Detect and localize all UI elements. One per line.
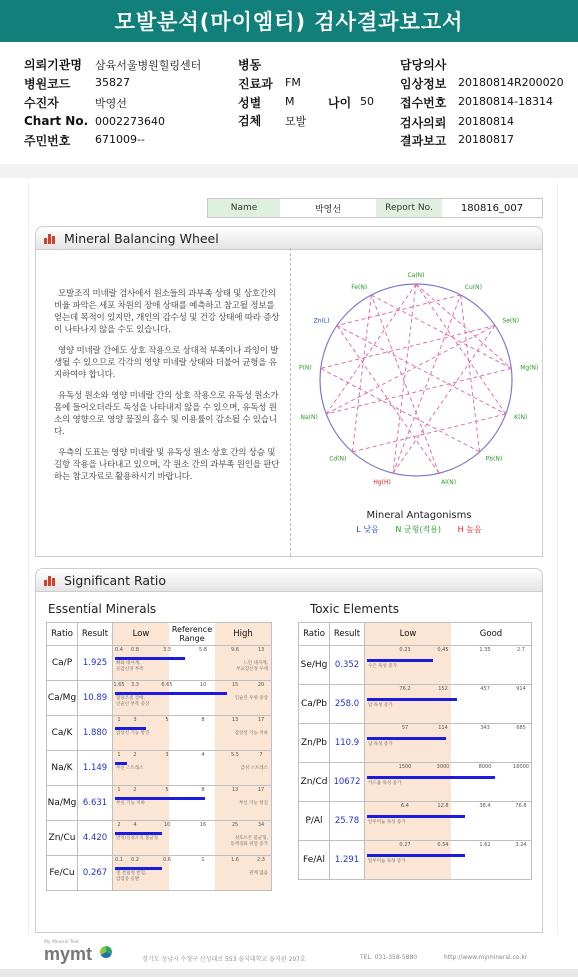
report-date-value: 20180817 [458, 133, 514, 146]
ratio-name: Na/K [47, 751, 78, 786]
tick-label: 13 [231, 787, 239, 793]
tick-label: 0.1 [115, 857, 123, 863]
footer-url[interactable]: http://www.mymineral.co.kr [444, 954, 528, 961]
ratio-name: P/Al [299, 802, 330, 841]
ratio-name: Ca/Mg [47, 681, 78, 716]
sr-header [35, 568, 543, 592]
tick-label: 1.65 [113, 682, 125, 688]
hospcode-label: 병원코드 [24, 77, 71, 91]
mbw-paragraph: 유독성 원소와 영양 미네랄 간의 상호 작용으로 유독성 원소가 몸에 들어오더라도 독성을 나타내지 않을 수 있으며, 유독성 원소의 영향으로 영양 물질의 흡수 및 이용률이 감소될 수 있습니다. [54, 391, 279, 437]
tick-label: 1.35 [479, 647, 491, 653]
tick-label: 9.6 [231, 647, 239, 653]
high-note: 급성 스트레스 [240, 766, 268, 771]
hospcode-value: 35827 [95, 76, 130, 89]
tick-label: 4 [201, 752, 205, 758]
wheel-node-label: P(N) [298, 364, 312, 372]
value-bar [367, 698, 457, 701]
ratio-row [47, 786, 272, 821]
wheel-node-label: Mg(N) [520, 364, 538, 372]
specimen-label: 검체 [238, 114, 262, 128]
ratio-result: 0.267 [78, 856, 113, 891]
antagonism-line [321, 325, 495, 368]
wheel-node-label: Na(N) [300, 414, 318, 422]
low-note: 철 결핍성 빈혈, 감염증 유발 [116, 871, 147, 882]
ratio-result: 10672 [330, 763, 365, 802]
value-bar [367, 659, 433, 662]
report-no-label: Report No. [376, 199, 442, 217]
wheel-node-label: Cd(N) [329, 455, 347, 463]
footer-tel: TEL. 031-358-5880 [360, 954, 418, 961]
tick-label: 0.4 [115, 647, 123, 653]
tick-label: 12.8 [437, 803, 449, 809]
name-value: 박영선 [314, 204, 342, 215]
ratio-row [299, 763, 532, 802]
range-cell [113, 646, 272, 681]
tick-label: 6.4 [401, 803, 409, 809]
mbw-paragraph: 우측의 도표는 영양 미네랄 및 유독성 원소 상호 간의 상승 및 길항 작용을 나타내고 있으며, 각 원소 간의 과부족 원인을 판단하는 참고자료로 활용하시기 바랍니다. [54, 448, 280, 482]
wheel-node-label: Hg(H) [373, 478, 391, 486]
value-bar [367, 737, 446, 740]
antagonism-line [326, 325, 495, 414]
mbw-paragraph: 영양 미네랄 간에도 상호 작용으로 상대적 부족이나 과잉이 발생될 수 있으므로 각각의 영양 미네랄 상태와 더불어 균형을 유지하여야 합니다. [54, 346, 279, 380]
footer-logo-small: My Mineral Test [44, 940, 79, 945]
tick-label: 2.3 [257, 857, 265, 863]
sex-value: M [285, 95, 295, 108]
tick-label: 5.5 [231, 752, 239, 758]
tick-label: 57 [401, 725, 409, 731]
value-bar [115, 762, 127, 765]
high-note: 성호르몬 불균형, 동맥경화 위험 증가 [230, 836, 268, 847]
tick-label: 76.2 [399, 686, 411, 692]
tick-label: 16 [199, 822, 207, 828]
tick-label: 3 [133, 717, 137, 723]
tick-label: 3 [165, 752, 169, 758]
ratio-row [47, 751, 272, 786]
wheel-circle [320, 284, 512, 476]
toxic-table [298, 622, 532, 880]
tick-label: 0.45 [437, 647, 449, 653]
range-cell [365, 724, 532, 763]
tick-label: 10 [199, 682, 207, 688]
mbw-description [54, 288, 284, 492]
sr-panel [35, 590, 543, 933]
range-cell [365, 841, 532, 880]
name-label: Name [208, 199, 280, 217]
range-cell [365, 802, 532, 841]
toxic-note: 납 독성 증가 [368, 703, 393, 708]
wheel-node-label: Pb(N) [485, 455, 503, 463]
tick-label: 0.23 [399, 647, 411, 653]
mbw-panel [35, 248, 543, 557]
low-note: 뼈와 대사계, 골감신경 부족 [116, 661, 144, 672]
antagonism-line [416, 284, 506, 414]
footer [0, 934, 578, 977]
ratio-result: 258.0 [330, 685, 365, 724]
report-title: 모발분석(마이엠티) 검사결과보고서 [0, 0, 578, 42]
range-cell [365, 646, 532, 685]
range-cell [113, 786, 272, 821]
high-note: 관계 없음 [249, 871, 268, 876]
tick-label: 5 [165, 717, 169, 723]
tick-label: 1500 [398, 764, 412, 770]
ratio-name: Na/Mg [47, 786, 78, 821]
value-bar [115, 692, 227, 695]
clinical-value: 20180814R200020 [458, 76, 564, 89]
tick-label: 20 [257, 682, 265, 688]
name-bar [207, 198, 543, 218]
mbw-paragraph: 모발조직 미네랄 검사에서 원소들의 과부족 상태 및 상호간의 비율 파악은 세포 차원의 장애 상태를 예측하고 참고될 정보를 얻는데 목적이 있지만, 개인의 감수성 및 건강 상태에 따라 증상이 나타나지 않을 수도 있습니다. [54, 289, 280, 335]
tick-label: 2.7 [517, 647, 525, 653]
tick-label: 3.3 [163, 647, 171, 653]
ratio-row [47, 681, 272, 716]
sex-label: 성별 [238, 96, 262, 110]
toxic-panel [298, 602, 534, 880]
col-result: Result [330, 623, 365, 646]
tick-label: 8 [201, 787, 205, 793]
ratio-row [299, 646, 532, 685]
report-sheet [28, 182, 558, 942]
range-cell [113, 716, 272, 751]
low-note: 부신 기능 저하 [116, 801, 145, 806]
value-bar [367, 776, 495, 779]
ratio-result: 1.925 [78, 646, 113, 681]
age-value: 50 [360, 95, 374, 108]
section-divider [0, 164, 578, 178]
tick-label: 25 [231, 822, 239, 828]
ratio-row [47, 716, 272, 751]
high-note: 느린 대사계, 부교감신경 우세 [236, 661, 268, 672]
antagonism-line [352, 295, 371, 452]
request-label: 검사의뢰 [400, 116, 447, 130]
bar-chart-icon [44, 574, 58, 586]
wheel-legend [304, 510, 534, 535]
tick-label: 685 [516, 725, 526, 731]
antagonism-line [337, 325, 506, 414]
mineral-wheel-diagram [294, 258, 538, 518]
tick-label: 2 [117, 822, 121, 828]
tick-label: 1.6 [231, 857, 239, 863]
wheel-node-label: Ca(N) [407, 272, 425, 279]
range-cell [113, 681, 272, 716]
ratio-row [47, 856, 272, 891]
patient-info [0, 50, 578, 160]
tick-label: 4 [133, 822, 137, 828]
ratio-name: Zn/Cu [47, 821, 78, 856]
toxic-title: Toxic Elements [310, 602, 400, 616]
col-good: Good [479, 629, 503, 639]
wheel-node-label: Se(N) [502, 317, 520, 325]
ratio-row [299, 802, 532, 841]
sr-title: Significant Ratio [64, 572, 167, 588]
ratio-name: Ca/Pb [299, 685, 330, 724]
toxic-note: 납 독성 증가 [368, 742, 393, 747]
tick-label: 0.2 [131, 857, 139, 863]
ratio-result: 1.880 [78, 716, 113, 751]
ratio-result: 1.149 [78, 751, 113, 786]
toxic-note: 알루미늄 독성 증가 [368, 820, 406, 825]
hospital-label: 의뢰기관명 [24, 58, 82, 72]
high-note: 부신 기능 항진 [239, 801, 268, 806]
receipt-value: 20180814-18314 [458, 95, 553, 108]
tick-label: 2 [133, 752, 137, 758]
doctor-label: 담당의사 [400, 58, 447, 72]
tick-label: 0.27 [399, 842, 411, 848]
tick-label: 1 [117, 717, 121, 723]
tick-label: 914 [516, 686, 526, 692]
col-low: Low [113, 623, 169, 645]
range-cell [113, 751, 272, 786]
tick-label: 10 [163, 822, 171, 828]
tick-label: 6.65 [161, 682, 173, 688]
value-bar [115, 867, 162, 870]
high-note: 인슐린 우위 증상 [234, 696, 268, 701]
tick-label: 3000 [436, 764, 450, 770]
ratio-result: 1.291 [330, 841, 365, 880]
patient-label: 수진자 [24, 96, 59, 110]
ratio-result: 6.631 [78, 786, 113, 821]
toxic-note: 카드뮴 독성 증가 [368, 781, 402, 786]
legend-low: L 낮음 [356, 525, 379, 534]
footer-bottom-bar [0, 969, 578, 977]
ratio-result: 4.420 [78, 821, 113, 856]
tick-label: 1 [201, 857, 205, 863]
col-ratio: Ratio [299, 623, 330, 646]
low-note: 면역/신경조직 불균형 [116, 836, 159, 841]
antagonism-line [393, 295, 461, 473]
tick-label: 5.8 [199, 647, 207, 653]
ratio-name: Se/Hg [299, 646, 330, 685]
value-bar [115, 727, 146, 730]
divider [290, 248, 292, 556]
antagonism-line [326, 368, 511, 414]
footer-logo: mymt [44, 944, 93, 964]
rrn-label: 주민번호 [24, 134, 71, 148]
logo-icon [100, 946, 112, 958]
ratio-name: Ca/K [47, 716, 78, 751]
legend-normal: N 균형(적용) [395, 525, 442, 534]
tick-label: 8 [201, 717, 205, 723]
ratio-name: Zn/Cd [299, 763, 330, 802]
tick-label: 2 [133, 787, 137, 793]
tick-label: 0.8 [131, 647, 139, 653]
tick-label: 38.4 [479, 803, 491, 809]
ratio-row [299, 685, 532, 724]
ward-label: 병동 [238, 58, 262, 72]
tick-label: 152 [438, 686, 448, 692]
tick-label: 8000 [478, 764, 492, 770]
col-ratio: Ratio [47, 623, 78, 646]
toxic-note: 수은 독성 증가 [368, 664, 397, 669]
ratio-row [299, 724, 532, 763]
age-label: 나이 [328, 96, 352, 110]
range-cell [365, 763, 532, 802]
ratio-result: 0.352 [330, 646, 365, 685]
wheel-node-label: Al(N) [441, 478, 457, 486]
essential-panel [46, 602, 286, 891]
low-note: 혈당조절 장애, 인슐린 부족 증상 [116, 696, 150, 707]
ratio-result: 110.9 [330, 724, 365, 763]
dept-label: 진료과 [238, 77, 273, 91]
tick-label: 343 [480, 725, 490, 731]
tick-label: 15 [231, 682, 239, 688]
clinical-label: 임상정보 [400, 77, 447, 91]
col-range [113, 623, 272, 646]
ratio-row [299, 841, 532, 880]
tick-label: 17 [257, 787, 265, 793]
tick-label: 5 [165, 787, 169, 793]
bar-chart-icon [44, 232, 58, 244]
range-cell [113, 821, 272, 856]
col-result: Result [78, 623, 113, 646]
tick-label: 16000 [513, 764, 529, 770]
tick-label: 17 [257, 717, 265, 723]
tick-label: 1 [117, 752, 121, 758]
ratio-row [47, 646, 272, 681]
tick-label: 7 [259, 752, 263, 758]
low-note: 부신 스트레스 [116, 766, 144, 771]
footer-address: 경기도 성남시 수정구 산성대로 553 을지대학교 을지관 207호 [142, 956, 306, 963]
wheel-node-label: Zn(L) [313, 317, 330, 325]
chart-value: 0002273640 [95, 115, 165, 128]
mbw-header [35, 226, 543, 250]
antagonism-line [461, 295, 480, 452]
tick-label: 114 [438, 725, 448, 731]
ratio-result: 25.78 [330, 802, 365, 841]
range-cell [113, 856, 272, 891]
range-cell [365, 685, 532, 724]
col-high: High [215, 623, 271, 645]
ratio-result: 10.89 [78, 681, 113, 716]
value-bar [367, 854, 465, 857]
ratio-row [47, 821, 272, 856]
col-range [365, 623, 532, 646]
col-ref: Reference Range [171, 625, 213, 643]
tick-label: 13 [257, 647, 265, 653]
ratio-name: Fe/Al [299, 841, 330, 880]
legend-high: H 높음 [457, 525, 482, 534]
receipt-label: 접수번호 [400, 96, 447, 110]
patient-value: 박영선 [95, 97, 127, 110]
tick-label: 1 [117, 787, 121, 793]
tick-label: 76.8 [515, 803, 527, 809]
ratio-name: Fe/Cu [47, 856, 78, 891]
specimen-value: 모발 [285, 115, 307, 128]
low-note: 갑상선 기능 항진 [116, 731, 150, 736]
rrn-value: 671009-- [95, 133, 145, 146]
mbw-title: Mineral Balancing Wheel [64, 230, 219, 246]
tick-label: 0.6 [163, 857, 171, 863]
hospital-value: 삼육서울병원힐링센터 [95, 59, 202, 72]
request-value: 20180814 [458, 115, 514, 128]
wheel-node-label: Cu(N) [464, 284, 482, 292]
tick-label: 13 [231, 717, 239, 723]
ratio-name: Ca/P [47, 646, 78, 681]
tick-label: 34 [257, 822, 265, 828]
chart-label: Chart No. [24, 114, 89, 128]
report-no-value: 180816_007 [460, 202, 524, 214]
value-bar [115, 657, 185, 660]
ratio-name: Zn/Pb [299, 724, 330, 763]
legend-title: Mineral Antagonisms [366, 510, 472, 521]
tick-label: 3.3 [131, 682, 139, 688]
tick-label: 457 [480, 686, 490, 692]
antagonism-line [321, 368, 480, 451]
high-note: 갑상선 기능 저하 [234, 731, 268, 736]
wheel-node-label: Fe(N) [351, 284, 368, 292]
value-bar [367, 815, 465, 818]
tick-label: 0.54 [437, 842, 449, 848]
tick-label: 1.62 [479, 842, 491, 848]
value-bar [115, 797, 205, 800]
value-bar [115, 832, 162, 835]
col-low: Low [365, 623, 451, 645]
essential-table [46, 622, 272, 891]
wheel-node-label: K(N) [514, 414, 528, 422]
toxic-note: 알루미늄 독성 증가 [368, 859, 406, 864]
tick-label: 3.24 [515, 842, 527, 848]
antagonism-line [371, 295, 439, 473]
dept-value: FM [285, 76, 301, 89]
essential-title: Essential Minerals [48, 602, 157, 616]
report-date-label: 결과보고 [400, 134, 447, 148]
antagonism-line [337, 295, 461, 325]
